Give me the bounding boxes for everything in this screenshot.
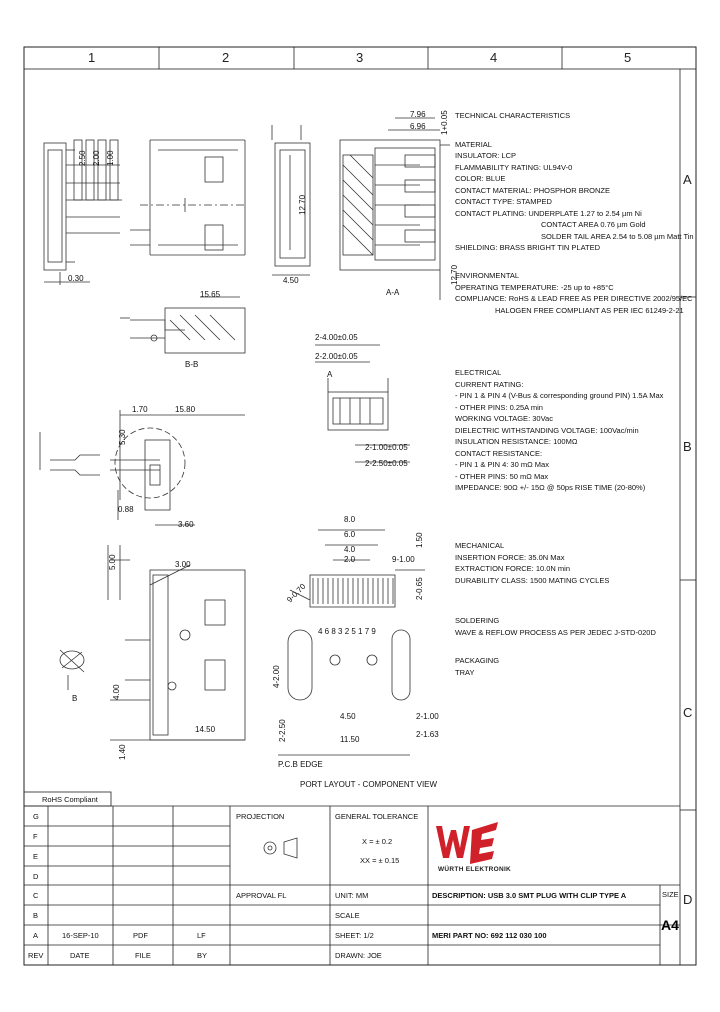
working-voltage: WORKING VOLTAGE: 30Vac	[455, 414, 553, 423]
dim-2x163: 2-1.63	[416, 730, 439, 739]
zone-col-1: 1	[88, 50, 96, 65]
zone-col-5: 5	[624, 50, 632, 65]
dim-1270: 12.70	[298, 194, 307, 215]
wurth-logo	[436, 822, 498, 864]
zone-row-b: B	[683, 439, 692, 454]
color: COLOR: BLUE	[455, 174, 506, 183]
rev-a-file: PDF	[133, 931, 148, 940]
dim-088: 0.88	[118, 505, 134, 514]
extraction: EXTRACTION FORCE: 10.0N min	[455, 564, 571, 573]
tol-x: X = ± 0.2	[362, 837, 393, 846]
part-number: MERI PART NO: 692 112 030 100	[432, 931, 547, 940]
general-tolerance: GENERAL TOLERANCE	[335, 812, 419, 821]
dim-796: 7.96	[410, 110, 426, 119]
dim-pins: 4 6 8 3 2 5 1 7 9	[318, 627, 376, 636]
zone-col-3: 3	[356, 50, 364, 65]
compliance: COMPLIANCE: RoHS & LEAD FREE AS PER DIRECTIVE 2002/95/EC	[455, 294, 693, 303]
dim-1150: 11.50	[340, 735, 360, 744]
dim-60: 6.0	[344, 530, 356, 539]
zone-row-c: C	[683, 705, 693, 720]
packaging: TRAY	[455, 668, 475, 677]
dim-140: 1.40	[118, 744, 127, 760]
tol-xx: XX = ± 0.15	[360, 856, 400, 865]
dim-2x200: 2-2.00±0.05	[315, 352, 358, 361]
col-by: BY	[197, 951, 208, 960]
rev-row-c: C	[33, 891, 39, 900]
contact-material: CONTACT MATERIAL: PHOSPHOR BRONZE	[455, 186, 611, 195]
dim-200: 2.00	[92, 150, 101, 166]
dim-170: 1.70	[132, 405, 148, 414]
col-file: FILE	[135, 951, 151, 960]
environmental-heading: ENVIRONMENTAL	[455, 271, 520, 280]
rev-row-f: F	[33, 832, 38, 841]
dim-250: 2.50	[78, 150, 87, 166]
electrical-heading: ELECTRICAL	[455, 368, 502, 377]
projection-label: PROJECTION	[236, 812, 285, 821]
top-view-2	[130, 140, 245, 255]
rev-row-d: D	[33, 872, 39, 881]
insulation-res: INSULATION RESISTANCE: 100MΩ	[455, 437, 578, 446]
dim-1565: 15.65	[200, 290, 221, 299]
label-aa: A-A	[386, 288, 400, 297]
label-b: B	[72, 694, 78, 703]
dim-tol-top: 1+0.05	[440, 110, 449, 135]
dim-40: 4.0	[344, 545, 356, 554]
dim-150: 1.50	[415, 532, 424, 548]
size-value: A4	[661, 917, 679, 933]
section-b-b	[120, 297, 245, 353]
dim-1450: 14.50	[195, 725, 216, 734]
mechanical-heading: MECHANICAL	[455, 541, 505, 550]
dim-450: 4.50	[283, 276, 299, 285]
operating-temp: OPERATING TEMPERATURE: -25 up to +85°C	[455, 283, 614, 292]
current-pin14: - PIN 1 & PIN 4 (V-Bus & corresponding ground PIN) 1.5A Max	[455, 391, 664, 400]
port-layout-caption: PORT LAYOUT - COMPONENT VIEW	[300, 780, 438, 789]
contact-plating: CONTACT PLATING: UNDERPLATE 1.27 to 2.54 µm Ni	[455, 209, 642, 218]
dim-500: 5.00	[108, 554, 117, 570]
dim-450b: 4.50	[340, 712, 356, 721]
contact-res-pin14: - PIN 1 & PIN 4: 30 mΩ Max	[455, 460, 549, 469]
dielectric: DIELECTRIC WITHSTANDING VOLTAGE: 100Vac/min	[455, 426, 639, 435]
section-a-a	[340, 118, 450, 300]
dim-2x100b: 2-1.00	[416, 712, 439, 721]
soldering-heading: SOLDERING	[455, 616, 500, 625]
rev-a-by: LF	[197, 931, 206, 940]
dim-1270b: 12.70	[450, 264, 459, 285]
tech-heading: TECHNICAL CHARACTERISTICS	[455, 111, 571, 120]
rohs-compliant: RoHS Compliant	[42, 795, 98, 804]
label-a: A	[327, 370, 333, 379]
scale: SCALE	[335, 911, 360, 920]
dim-2x250b: 2-2.50	[278, 719, 287, 742]
dim-2x065: 2-0.65	[415, 577, 424, 600]
zone-row-a: A	[683, 172, 692, 187]
current-other: - OTHER PINS: 0.25A min	[455, 403, 543, 412]
rev-row-e: E	[33, 852, 39, 861]
rev-a-date: 16-SEP-10	[62, 931, 99, 940]
company-name: WÜRTH ELEKTRONIK	[438, 866, 512, 873]
impedance: IMPEDANCE: 90Ω +/- 15Ω @ 50ps RISE TIME (20-80%)	[455, 483, 646, 492]
rev-row-b: B	[33, 911, 39, 920]
col-rev: REV	[28, 951, 44, 960]
zone-col-4: 4	[490, 50, 498, 65]
dim-360: 3.60	[178, 520, 194, 529]
dim-2x100: 2-1.00±0.05	[365, 443, 408, 452]
dim-2x400: 2-4.00±0.05	[315, 333, 358, 342]
soldering: WAVE & REFLOW PROCESS AS PER JEDEC J-STD-020D	[455, 628, 656, 637]
label-bb: B-B	[185, 360, 199, 369]
zone-row-d: D	[683, 892, 693, 907]
dim-100: 1.00	[106, 150, 115, 166]
flammability: FLAMMABILITY RATING: UL94V-0	[455, 163, 573, 172]
solder-tail: SOLDER TAIL AREA 2.54 to 5.08 µm Matt Tin	[541, 232, 694, 241]
lower-side-view	[60, 545, 245, 740]
dim-030: 0.30	[68, 274, 84, 283]
dim-300: 3.00	[175, 560, 191, 569]
contact-area: CONTACT AREA 0.76 µm Gold	[541, 220, 646, 229]
material-heading: MATERIAL	[455, 140, 492, 149]
size-label: SIZE	[662, 890, 679, 899]
detail-view	[40, 410, 245, 525]
dim-9x100: 9-1.00	[392, 555, 415, 564]
description: DESCRIPTION: USB 3.0 SMT PLUG WITH CLIP TYPE A	[432, 891, 627, 900]
contact-res-other: - OTHER PINS: 50 mΩ Max	[455, 472, 549, 481]
projection-symbol	[264, 838, 297, 858]
dim-80: 8.0	[344, 515, 356, 524]
insertion: INSERTION FORCE: 35.0N Max	[455, 553, 565, 562]
current-rating: CURRENT RATING:	[455, 380, 524, 389]
zone-col-2: 2	[222, 50, 230, 65]
dim-20: 2.0	[344, 555, 356, 564]
dim-2x250: 2-2.50±0.05	[365, 459, 408, 468]
dim-696: 6.96	[410, 122, 426, 131]
sheet: SHEET: 1/2	[335, 931, 374, 940]
packaging-heading: PACKAGING	[455, 656, 500, 665]
col-date: DATE	[70, 951, 90, 960]
rev-row-a: A	[33, 931, 39, 940]
contact-type: CONTACT TYPE: STAMPED	[455, 197, 552, 206]
dim-400: 4.00	[112, 684, 121, 700]
insulator: INSULATOR: LCP	[455, 151, 516, 160]
rev-row-g: G	[33, 812, 39, 821]
drawn: DRAWN: JOE	[335, 951, 382, 960]
dim-530: 5.30	[118, 429, 127, 445]
pcb-edge: P.C.B EDGE	[278, 760, 323, 769]
contact-res: CONTACT RESISTANCE:	[455, 449, 543, 458]
halogen: HALOGEN FREE COMPLIANT AS PER IEC 61249-2-21	[495, 306, 684, 315]
unit: UNIT: MM	[335, 891, 369, 900]
dim-4x200: 4-2.00	[272, 665, 281, 688]
durability: DURABILITY CLASS: 1500 MATING CYCLES	[455, 576, 610, 585]
approval: APPROVAL FL	[236, 891, 287, 900]
shielding: SHIELDING: BRASS BRIGHT TIN PLATED	[455, 243, 601, 252]
dim-9x070: 9-0.70	[285, 581, 308, 605]
dim-1580: 15.80	[175, 405, 196, 414]
